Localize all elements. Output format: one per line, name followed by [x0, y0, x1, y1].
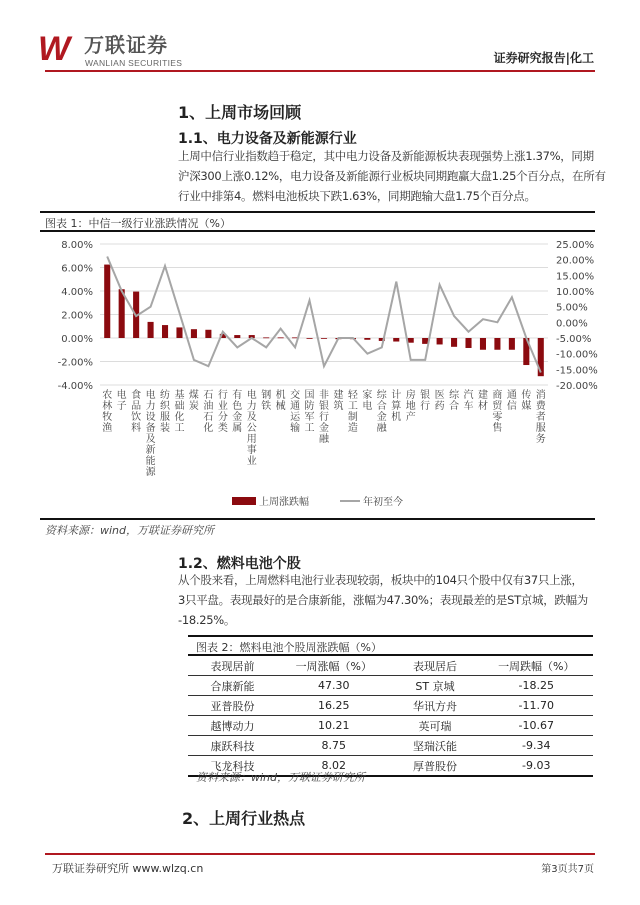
x-tick-char: 售: [492, 423, 503, 434]
x-tick-char: 行: [217, 390, 228, 401]
legend-label-line: 年初至今: [363, 497, 403, 508]
x-tick-char: 工: [304, 423, 315, 434]
bottom-stock-name: ST 京城: [390, 676, 479, 696]
figure-1-title: 图表 1：中信一级行业涨跌情况（%）: [45, 217, 231, 230]
figure-2-top-rule: [188, 635, 593, 637]
x-tick-label: [435, 389, 445, 412]
x-tick-char: 药: [434, 401, 445, 412]
x-tick-char: 事: [246, 445, 257, 456]
left-axis-tick-label: -2.00%: [57, 357, 93, 369]
chart-legend: [232, 495, 403, 508]
bottom-stock-loss: -9.03: [480, 756, 593, 777]
header-weekly-gain: 一周涨幅（%）: [277, 656, 390, 676]
x-tick-char: 有: [232, 390, 243, 401]
x-tick-char: 综: [376, 390, 387, 401]
bar-房地产: [408, 338, 414, 343]
x-tick-label: [189, 388, 199, 412]
fuel-cell-stocks-table: [188, 656, 593, 777]
x-tick-label: [261, 388, 271, 412]
section-1-1-title: 1.1、电力设备及新能源行业: [178, 131, 357, 147]
bar-非银行金融: [321, 338, 327, 339]
left-axis-tick-label: 4.00%: [61, 287, 93, 298]
paragraph-line: 沪深300上涨0.12%，电力设备及新能源行业板块同期跑赢大盘1.25个百分点，在所有: [178, 169, 606, 183]
x-tick-char: 业: [217, 401, 228, 412]
table-row: [188, 696, 593, 716]
x-tick-char: 品: [131, 401, 142, 412]
x-tick-char: 属: [232, 423, 243, 434]
x-tick-char: 消: [535, 390, 546, 401]
x-tick-char: 建: [333, 390, 344, 401]
x-tick-char: 备: [145, 423, 156, 434]
x-tick-char: 房: [405, 390, 416, 401]
paragraph-line: 3只平盘。表现最好的是合康新能，涨幅为47.30%；表现最差的是ST京城，跌幅为: [178, 593, 588, 607]
x-tick-label: [146, 388, 157, 478]
x-tick-char: 车: [463, 401, 474, 412]
x-tick-label: [276, 388, 286, 412]
x-tick-char: 金: [376, 412, 387, 423]
right-axis-tick-label: -20.00%: [556, 381, 598, 392]
x-tick-char: 计: [391, 390, 402, 401]
paragraph-line: 上周中信行业指数趋于稳定，其中电力设备及新能源板块表现强势上涨1.37%，同期: [178, 149, 594, 163]
x-tick-char: 工: [347, 401, 358, 412]
table-row: [188, 716, 593, 736]
x-tick-char: 基: [174, 390, 185, 401]
bottom-stock-name: 华讯方舟: [390, 696, 479, 716]
bar-银行: [422, 338, 428, 344]
x-tick-label: [160, 388, 171, 434]
x-tick-label: [305, 389, 315, 434]
x-tick-label: [117, 388, 127, 412]
x-tick-char: 筑: [333, 401, 344, 412]
x-tick-label: [521, 388, 531, 412]
footer-divider: [45, 853, 595, 855]
bottom-stock-loss: -18.25: [480, 676, 593, 696]
page-number: 第3页共7页: [541, 864, 594, 875]
x-tick-label: [536, 388, 547, 445]
bottom-stock-loss: -10.67: [480, 716, 593, 736]
x-tick-char: 化: [174, 412, 185, 423]
x-tick-char: 电: [145, 390, 156, 401]
x-tick-char: 服: [160, 412, 171, 423]
x-tick-char: 家: [362, 390, 373, 401]
section-1-2-title: 1.2、燃料电池个股: [178, 556, 301, 572]
x-tick-char: 行: [420, 401, 431, 412]
x-tick-char: 媒: [521, 401, 532, 412]
x-tick-label: [174, 388, 184, 434]
x-tick-char: 能: [145, 456, 156, 467]
x-tick-char: 色: [232, 401, 243, 412]
x-tick-label: [492, 388, 503, 434]
right-axis-tick-label: 20.00%: [556, 255, 595, 267]
x-tick-char: 轻: [347, 390, 358, 401]
section-1-title: 1、上周市场回顾: [178, 103, 302, 122]
top-stock-gain: 8.02: [277, 756, 390, 777]
x-tick-char: 军: [304, 412, 315, 423]
x-tick-char: 础: [174, 401, 185, 412]
x-tick-char: 用: [246, 434, 257, 445]
x-tick-char: 非: [319, 390, 329, 401]
x-tick-char: 机: [391, 412, 402, 423]
x-tick-char: 石: [203, 412, 214, 423]
x-tick-char: 钢: [261, 390, 272, 401]
right-axis-ticks: [556, 240, 598, 392]
x-tick-char: 织: [160, 401, 171, 412]
x-tick-char: 农: [102, 390, 113, 401]
bar-电力设备及新能源: [148, 322, 154, 338]
x-tick-char: 融: [319, 434, 329, 445]
paragraph-line: 从个股来看，上周燃料电池行业表现较弱，板块中的104只个股中仅有37只上涨，: [178, 573, 583, 587]
bar-医药: [437, 338, 443, 344]
left-axis-ticks: [58, 240, 93, 392]
left-axis-tick-label: 2.00%: [61, 310, 93, 322]
x-tick-char: 煤: [188, 390, 199, 401]
right-axis-tick-label: 0.00%: [556, 318, 588, 330]
bar-建材: [480, 338, 486, 350]
x-tick-char: 石: [203, 390, 214, 401]
x-tick-char: 传: [521, 390, 532, 401]
x-tick-char: 费: [535, 401, 546, 412]
x-tick-char: 料: [131, 423, 142, 434]
right-axis-tick-label: 25.00%: [556, 240, 595, 251]
x-tick-char: 分: [217, 412, 228, 423]
x-tick-char: 地: [405, 401, 416, 412]
x-tick-char: 新: [145, 445, 156, 456]
x-tick-char: 零: [492, 412, 503, 423]
x-tick-char: 算: [391, 401, 402, 412]
top-stock-gain: 47.30: [277, 676, 390, 696]
x-tick-char: 材: [477, 401, 488, 412]
bottom-stock-name: 厚普股份: [390, 756, 479, 777]
x-tick-char: 源: [145, 467, 156, 478]
top-stock-gain: 16.25: [277, 696, 390, 716]
bar-石油石化: [205, 330, 211, 338]
x-tick-char: 者: [535, 412, 546, 423]
bar-家电: [364, 338, 370, 340]
section-2-title: 2、上周行业热点: [182, 809, 306, 828]
x-tick-char: 电: [116, 390, 127, 401]
figure-2-source: 资料来源：wind，万联证券研究所: [196, 771, 366, 784]
x-tick-char: 纺: [160, 390, 171, 401]
bar-商贸零售: [494, 338, 500, 350]
x-tick-char: 子: [116, 401, 127, 412]
left-axis-tick-label: -4.00%: [57, 381, 93, 392]
x-tick-label: [507, 389, 517, 412]
x-tick-char: 通: [506, 390, 517, 401]
x-tick-char: 银: [420, 390, 431, 401]
bar-有色金属: [234, 335, 240, 338]
table-header-row: [188, 656, 593, 676]
logo-name-en: WANLIAN SECURITIES: [85, 58, 183, 68]
x-tick-char: 信: [506, 401, 517, 412]
x-tick-char: 通: [290, 401, 301, 412]
x-tick-label: [232, 388, 242, 434]
x-tick-char: 务: [535, 434, 546, 445]
x-tick-char: 化: [203, 423, 214, 434]
x-tick-label: [348, 389, 359, 434]
x-tick-label: [377, 388, 388, 434]
figure-1-bottom-rule: [40, 518, 595, 520]
x-tick-char: 建: [477, 390, 488, 401]
x-tick-char: 制: [347, 412, 358, 423]
x-tick-char: 公: [246, 423, 257, 434]
bar-国防军工: [307, 338, 313, 339]
x-tick-char: 业: [246, 456, 257, 467]
section-1-2-paragraph: [178, 570, 618, 630]
x-tick-char: 牧: [102, 412, 113, 423]
bar-纺织服装: [162, 325, 168, 338]
logo-name-cn: 万联证券: [84, 33, 168, 57]
bar-通信: [509, 338, 515, 350]
figure-2-title: 图表 2：燃料电池个股周涨跌幅（%）: [196, 641, 382, 654]
right-axis-tick-label: -5.00%: [556, 334, 592, 345]
bar-机械: [278, 337, 284, 338]
x-tick-label: [406, 388, 416, 423]
x-tick-char: 机: [275, 390, 286, 401]
x-tick-label: [391, 388, 401, 423]
table-row: [188, 676, 593, 696]
x-tick-char: 铁: [261, 401, 272, 412]
right-axis-tick-label: -15.00%: [556, 365, 598, 377]
right-axis-tick-label: 15.00%: [556, 271, 595, 283]
x-tick-char: 食: [131, 390, 142, 401]
left-axis-tick-label: 8.00%: [61, 240, 93, 251]
header-bottom-performers: 表现居后: [390, 656, 479, 676]
x-tick-label: [319, 388, 330, 445]
x-tick-label: [333, 388, 343, 412]
x-tick-char: 金: [232, 412, 243, 423]
bottom-stock-loss: -11.70: [480, 696, 593, 716]
legend-swatch-bar: [232, 497, 256, 505]
table-row: [188, 736, 593, 756]
bar-基础化工: [176, 327, 182, 338]
right-axis-tick-label: 10.00%: [556, 287, 595, 298]
x-tick-char: 国: [304, 390, 315, 401]
x-tick-char: 造: [347, 423, 358, 434]
x-tick-char: 类: [217, 423, 228, 434]
x-tick-label: [131, 388, 141, 434]
top-stock-gain: 10.21: [277, 716, 390, 736]
left-axis-tick-label: 0.00%: [61, 334, 93, 345]
bottom-stock-loss: -9.34: [480, 736, 593, 756]
x-tick-char: 力: [246, 401, 257, 412]
right-axis-tick-label: 5.00%: [556, 302, 588, 314]
legend-label-bar: 上周涨跌幅: [259, 497, 309, 508]
x-tick-char: 炭: [188, 401, 199, 412]
x-tick-char: 电: [246, 390, 257, 401]
bar-煤炭: [191, 329, 197, 338]
x-tick-char: 商: [492, 390, 503, 401]
header-weekly-loss: 一周跌幅（%）: [480, 656, 593, 676]
x-tick-char: 贸: [492, 401, 503, 412]
x-tick-label: [247, 388, 257, 467]
x-tick-char: 医: [434, 390, 445, 401]
top-stock-name: 合康新能: [188, 676, 277, 696]
top-stock-name: 亚普股份: [188, 696, 277, 716]
paragraph-line: -18.25%。: [178, 613, 236, 627]
paragraph-line: 行业中排第4。燃料电池板块下跌1.63%，同期跑输大盘1.75个百分点。: [178, 189, 536, 203]
x-tick-char: 运: [290, 412, 301, 423]
x-tick-char: 力: [145, 401, 156, 412]
x-tick-label: [290, 388, 301, 434]
x-tick-label: [478, 388, 488, 412]
x-tick-char: 林: [102, 401, 113, 412]
x-tick-char: 设: [145, 412, 156, 423]
top-stock-name: 康跃科技: [188, 736, 277, 756]
x-tick-char: 服: [535, 423, 546, 434]
x-tick-label: [102, 388, 112, 434]
x-tick-char: 综: [449, 390, 460, 401]
bar-计算机: [393, 338, 399, 342]
x-tick-label: [218, 389, 228, 434]
x-tick-label: [362, 389, 372, 412]
x-tick-char: 防: [304, 401, 315, 412]
x-tick-label: [464, 389, 474, 412]
x-tick-char: 融: [376, 423, 387, 434]
x-tick-char: 交: [290, 390, 301, 401]
figure-1-source: 资料来源：wind，万联证券研究所: [45, 524, 215, 537]
report-type: 证券研究报告|化工: [493, 51, 594, 65]
x-tick-char: 饮: [131, 412, 142, 423]
x-tick-char: 装: [160, 423, 171, 434]
x-tick-char: 输: [290, 423, 301, 434]
bar-汽车: [465, 338, 471, 348]
top-stock-name: 越博动力: [188, 716, 277, 736]
left-axis-tick-label: 6.00%: [61, 263, 93, 275]
x-tick-char: 合: [449, 401, 460, 412]
x-tick-char: 械: [275, 401, 286, 412]
bar-钢铁: [263, 337, 269, 338]
x-tick-char: 工: [174, 423, 185, 434]
x-tick-label: [449, 388, 460, 412]
x-axis-labels: [102, 388, 547, 478]
bottom-stock-name: 英可瑞: [390, 716, 479, 736]
right-axis-tick-label: -10.00%: [556, 349, 598, 361]
top-stock-gain: 8.75: [277, 736, 390, 756]
x-tick-label: [420, 388, 430, 412]
x-tick-char: 油: [203, 401, 214, 412]
x-tick-char: 金: [319, 423, 329, 434]
x-tick-char: 银: [319, 401, 329, 412]
x-tick-char: 产: [405, 412, 416, 423]
footer-institute: 万联证券研究所 www.wlzq.cn: [52, 862, 204, 875]
bottom-stock-name: 坚瑞沃能: [390, 736, 479, 756]
x-tick-char: 合: [376, 401, 387, 412]
bar-综合: [451, 338, 457, 347]
x-tick-char: 行: [319, 412, 329, 423]
x-tick-char: 电: [362, 401, 373, 412]
top-stock-name: 飞龙科技: [188, 756, 277, 777]
header-top-performers: 表现居前: [188, 656, 277, 676]
x-tick-char: 及: [246, 412, 257, 423]
x-tick-char: 及: [145, 434, 156, 445]
logo-mark: W: [38, 30, 67, 68]
x-tick-char: 渔: [102, 423, 113, 434]
bar-农林牧渔: [104, 265, 110, 338]
x-tick-char: 汽: [463, 390, 474, 401]
x-tick-label: [203, 389, 213, 434]
